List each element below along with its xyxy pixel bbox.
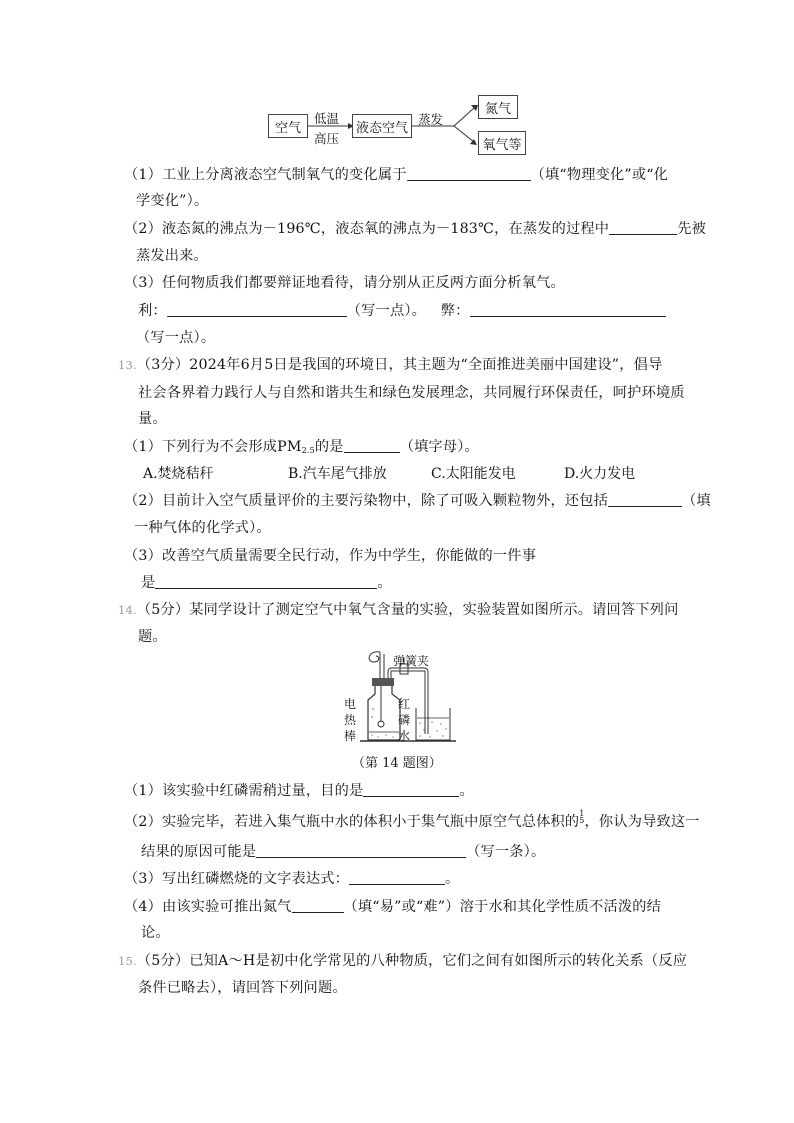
q14-stem-line2: 题。	[138, 629, 167, 645]
label-evaporate: 蒸发	[418, 112, 444, 127]
q12-write-one: （写一点）。	[346, 303, 427, 319]
q13-p2-text: （2）目前计入空气质量评价的主要污染物中，除了可吸入颗粒物外，还包括	[124, 493, 609, 509]
q12-part1-line2: 学变化”）。	[136, 193, 209, 209]
q12-part3-line2	[138, 300, 666, 320]
advantage-blank[interactable]	[167, 302, 347, 317]
q13-p2-tail: （填	[682, 493, 711, 509]
q14-p3-text: （3）写出红磷燃烧的文字表达式：	[124, 871, 350, 887]
q14-p3-end: 。	[445, 871, 460, 887]
q14-part2-line2	[141, 841, 545, 861]
q13-p1-hint: （填字母）。	[399, 439, 479, 455]
answer-blank[interactable]	[155, 574, 377, 589]
q15-stem1: （5分）已知A～H是初中化学常见的八种物质，它们之间有如图所示的转化关系（反应	[136, 953, 688, 969]
label-spring-clip: 弹簧夹	[393, 654, 430, 668]
q12-p2-text: （2）液态氮的沸点为－196℃，液态氧的沸点为－183℃，在蒸发的过程中	[124, 221, 610, 237]
q14-p4-tail: （填“易”或“难”）溶于水和其化学性质不活泼的结	[343, 899, 662, 915]
q15-stem-line2: 条件已略去），请回答下列问题。	[138, 980, 347, 996]
q14-part1	[124, 780, 474, 800]
option-d: D.火力发电	[564, 466, 636, 482]
q12-advantage-label: 利：	[138, 303, 167, 319]
q14-part3	[124, 868, 459, 888]
label-char: 热	[344, 713, 357, 727]
answer-blank[interactable]	[407, 166, 531, 181]
label-high-pressure: 高压	[314, 131, 340, 146]
q13-part3-line2	[141, 572, 392, 592]
q12-part1-line1	[124, 164, 668, 184]
label-heating-rod	[344, 696, 356, 744]
q13-p1-text: （1）下列行为不会形成	[124, 439, 278, 455]
q12-p2-tail: 先被	[677, 221, 706, 237]
box-oxygen: 氧气等	[478, 131, 526, 155]
answer-blank[interactable]	[608, 492, 682, 507]
q14-p1-end: 。	[459, 783, 474, 799]
label-char: 棒	[344, 729, 357, 743]
q13-p3-prefix: 是	[141, 575, 156, 591]
option-c: C.太阳能发电	[431, 466, 516, 482]
pm-label: PM	[277, 439, 302, 455]
answer-blank[interactable]	[256, 843, 466, 858]
label-red-phosphorus-water	[398, 696, 410, 744]
q14-p2-hint: （写一条）。	[466, 844, 546, 860]
pm-subscript: 2.5	[301, 446, 315, 455]
q14-p2-tail: ，你认为导致这一	[584, 814, 700, 830]
q14-stem-line1	[118, 599, 678, 619]
fraction-numerator: 1	[579, 809, 585, 818]
q13-stem-line3: 量。	[138, 411, 167, 427]
q12-p1-text: （1）工业上分离液态空气制氧气的变化属于	[124, 167, 407, 183]
box-liquid-air: 液态空气	[352, 114, 412, 138]
box-nitrogen: 氮气	[478, 95, 518, 119]
answer-blank[interactable]	[292, 898, 344, 913]
q12-disadvantage-label: 弊：	[440, 303, 470, 319]
box-air: 空气	[268, 114, 308, 138]
answer-blank[interactable]	[363, 782, 459, 797]
q12-p1-hint: （填“物理变化”或“化	[530, 167, 669, 183]
option-b: B.汽车尾气排放	[288, 466, 387, 482]
q13-part3-line1: （3）改善空气质量需要全民行动，作为中学生，你能做的一件事	[124, 548, 537, 564]
q12-part3-line3: （写一点）。	[136, 330, 216, 346]
q14-part2-line1	[124, 810, 700, 831]
q12-part2-line1	[124, 218, 706, 238]
q12-part2-line2: 蒸发出来。	[136, 248, 208, 264]
q14-p2-text: （2）实验完毕，若进入集气瓶中水的体积小于集气瓶中原空气总体积的	[124, 814, 580, 830]
q14-part4-line1	[124, 896, 661, 916]
label-char: 红	[398, 697, 411, 711]
fraction-denominator: 5	[579, 816, 585, 825]
label-char: 磷	[398, 713, 411, 727]
q13-stem1: （3分）2024年6月5日是我国的环境日，其主题为“全面推进美丽中国建设”，倡导	[136, 357, 663, 373]
q14-number: 14.	[118, 603, 137, 617]
q14-p2-cause: 结果的原因可能是	[141, 844, 257, 860]
q13-part2-line1	[124, 490, 711, 510]
q14-part4-line2: 论。	[141, 925, 170, 941]
q15-number: 15.	[118, 954, 137, 968]
q13-p1-mid: 的是	[314, 439, 344, 455]
q13-p3-end: 。	[377, 575, 392, 591]
q13-part1	[124, 436, 479, 456]
q15-stem-line1	[118, 950, 687, 970]
label-char: 水	[398, 729, 411, 743]
label-char: 电	[344, 697, 357, 711]
q13-part2-line2: 一种气体的化学式）。	[134, 520, 271, 536]
disadvantage-blank[interactable]	[470, 302, 666, 317]
q13-stem-line2: 社会各界着力践行人与自然和谐共生和绿色发展理念，共同履行环保责任，呵护环境质	[138, 385, 685, 401]
q14-stem1: （5分）某同学设计了测定空气中氧气含量的实验，实验装置如图所示。请回答下列问	[136, 602, 679, 618]
figure-caption: （第 14 题图）	[352, 756, 442, 771]
answer-blank[interactable]	[609, 220, 677, 235]
label-low-temp: 低温	[314, 111, 340, 126]
q12-part3-line1: （3）任何物质我们都要辩证地看待，请分别从正反两方面分析氧气。	[124, 275, 565, 291]
q13-stem-line1	[118, 354, 662, 374]
q14-p1-text: （1）该实验中红磷需稍过量，目的是	[124, 783, 364, 799]
q13-number: 13.	[118, 358, 137, 372]
answer-blank[interactable]	[344, 438, 400, 453]
q14-p4-text: （4）由该实验可推出氮气	[124, 899, 292, 915]
answer-blank[interactable]	[349, 870, 445, 885]
option-a: A.焚烧秸秆	[143, 466, 214, 482]
